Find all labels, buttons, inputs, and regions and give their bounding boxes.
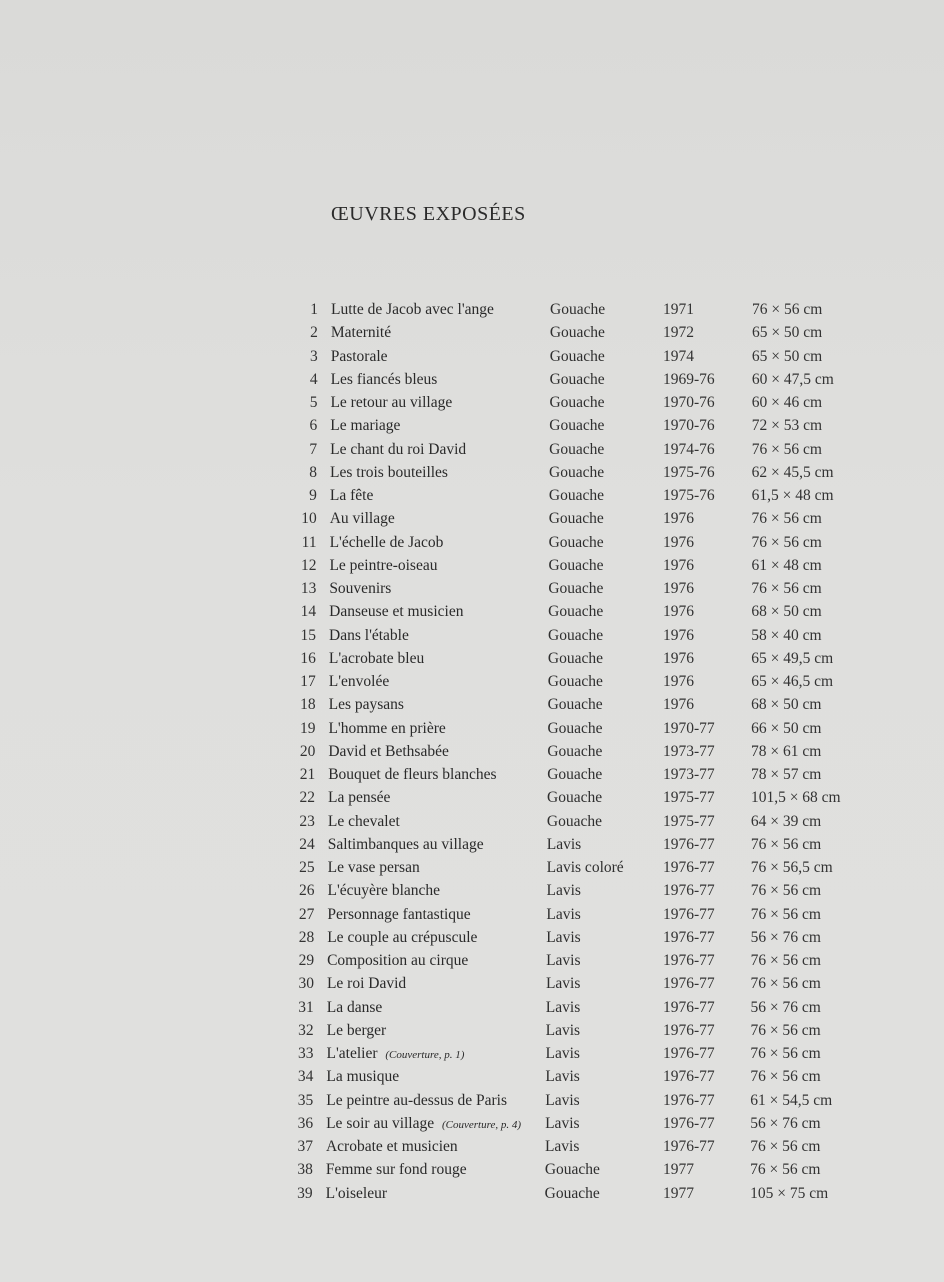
list-item: [0, 484, 944, 507]
work-medium: Lavis: [544, 1138, 580, 1155]
work-medium: Lavis: [546, 905, 581, 923]
work-dimensions: 78 × 57 cm: [751, 766, 822, 783]
work-year: 1971: [663, 301, 694, 318]
work-year: 1975-77: [663, 812, 715, 830]
work-title: L'oiseleur: [325, 1184, 387, 1202]
work-title: Les trois bouteilles: [330, 463, 448, 481]
work-dimensions: 68 × 50 cm: [751, 603, 822, 621]
work-title: La pensée: [328, 789, 391, 807]
list-item: [0, 740, 944, 763]
work-medium: Gouache: [549, 463, 605, 481]
work-medium: Gouache: [548, 533, 604, 551]
work-year: 1976-77: [663, 1091, 715, 1109]
work-title: L'acrobate bleu: [328, 649, 425, 667]
work-year: 1976-77: [663, 998, 715, 1016]
work-number: 14: [300, 603, 317, 621]
work-medium: Lavis: [545, 1068, 580, 1086]
work-year: 1975-76: [663, 487, 715, 504]
list-item: [0, 903, 944, 926]
list-item: [0, 879, 944, 902]
work-medium: Lavis: [545, 1114, 580, 1132]
work-title: L'homme en prière: [328, 719, 446, 737]
work-number: 23: [299, 812, 315, 830]
work-medium: Gouache: [550, 301, 606, 318]
work-medium: Gouache: [549, 394, 605, 411]
work-year: 1970-77: [663, 719, 715, 737]
work-title: Les fiancés bleus: [330, 370, 438, 388]
work-year: 1974: [663, 347, 694, 365]
work-year: 1976-77: [663, 1138, 715, 1155]
work-number: 36: [297, 1114, 314, 1132]
work-year: 1976: [663, 603, 694, 621]
list-item: [0, 600, 944, 623]
work-medium: Gouache: [548, 556, 604, 574]
list-item: [0, 647, 944, 670]
work-number: 17: [300, 673, 316, 690]
work-dimensions: 60 × 46 cm: [751, 394, 823, 411]
work-dimensions: 56 × 76 cm: [750, 998, 821, 1016]
work-dimensions: 76 × 56 cm: [750, 952, 821, 969]
work-year: 1976: [663, 556, 694, 574]
work-dimensions: 68 × 50 cm: [751, 696, 822, 714]
work-number: 32: [298, 1021, 314, 1039]
list-item: [0, 1065, 944, 1088]
list-item: [0, 298, 944, 321]
work-medium: Gouache: [549, 324, 605, 342]
work-title: Le roi David: [326, 975, 407, 993]
list-item: [0, 624, 944, 647]
work-year: 1976-77: [663, 905, 715, 923]
list-item: [0, 1112, 944, 1135]
work-year: 1976-77: [663, 975, 715, 993]
list-item: [0, 996, 944, 1019]
work-dimensions: 76 × 56 cm: [750, 835, 822, 853]
list-item: [0, 507, 944, 530]
work-dimensions: 65 × 50 cm: [751, 347, 823, 365]
work-number: 18: [300, 696, 316, 714]
work-title: Le chant du roi David: [330, 440, 467, 458]
work-year: 1976-77: [663, 835, 715, 853]
work-dimensions: 76 × 56,5 cm: [750, 859, 833, 876]
work-title: Au village: [329, 510, 395, 528]
work-number: 24: [299, 835, 315, 853]
work-dimensions: 58 × 40 cm: [751, 626, 822, 644]
work-title: Femme sur fond rouge: [325, 1161, 467, 1179]
work-title: Les paysans: [328, 696, 404, 714]
work-dimensions: 66 × 50 cm: [751, 719, 822, 737]
work-year: 1970-76: [663, 417, 715, 435]
work-medium: Gouache: [547, 742, 603, 760]
work-medium: Gouache: [544, 1161, 600, 1179]
work-medium: Gouache: [547, 696, 603, 714]
work-year: 1975-77: [663, 789, 715, 807]
work-year: 1976-77: [663, 1021, 715, 1039]
work-dimensions: 105 × 75 cm: [750, 1184, 829, 1202]
list-item: [0, 856, 944, 879]
work-title: La musique: [326, 1068, 400, 1086]
work-medium: Gouache: [548, 580, 604, 597]
work-title: Composition au cirque: [327, 952, 469, 969]
work-title: Danseuse et musicien: [329, 603, 464, 621]
work-year: 1976-77: [663, 882, 715, 900]
work-year: 1976: [663, 696, 694, 714]
work-year: 1969-76: [663, 370, 715, 388]
work-dimensions: 76 × 56 cm: [750, 882, 822, 900]
work-year: 1973-77: [663, 766, 715, 783]
work-number: 7: [309, 440, 318, 458]
list-item: [0, 949, 944, 972]
work-title: Le peintre au-dessus de Paris: [326, 1091, 508, 1109]
work-number: 10: [301, 510, 317, 528]
list-item: [0, 531, 944, 554]
work-dimensions: 76 × 56 cm: [750, 1068, 821, 1086]
work-year: 1976-77: [663, 1068, 715, 1086]
work-dimensions: 61 × 54,5 cm: [750, 1091, 833, 1109]
work-title: Acrobate et musicien: [325, 1138, 458, 1155]
work-title: Le peintre-oiseau: [329, 556, 438, 574]
work-dimensions: 76 × 56 cm: [750, 1138, 821, 1155]
work-number: 8: [309, 463, 318, 481]
work-dimensions: 78 × 61 cm: [751, 742, 822, 760]
list-item: [0, 972, 944, 995]
work-dimensions: 65 × 46,5 cm: [751, 673, 834, 690]
work-year: 1976: [663, 649, 694, 667]
work-dimensions: 101,5 × 68 cm: [750, 789, 841, 807]
work-number: 34: [297, 1068, 314, 1086]
list-item: [0, 1019, 944, 1042]
work-dimensions: 65 × 49,5 cm: [751, 649, 834, 667]
work-note: (Couverture, p. 4): [442, 1118, 522, 1131]
work-medium: Lavis: [545, 1091, 580, 1109]
work-number: 1: [310, 301, 318, 318]
work-medium: Lavis: [546, 835, 582, 853]
work-title: Le chevalet: [327, 812, 400, 830]
work-number: 37: [297, 1138, 313, 1155]
work-year: 1976: [663, 626, 694, 644]
list-item: [0, 810, 944, 833]
list-item: [0, 1182, 944, 1205]
work-dimensions: 76 × 56 cm: [750, 1161, 821, 1179]
work-number: 5: [309, 394, 318, 411]
work-year: 1976-77: [663, 928, 715, 946]
list-item: [0, 368, 944, 391]
work-number: 26: [299, 882, 315, 900]
work-number: 15: [300, 626, 317, 644]
work-dimensions: 72 × 53 cm: [751, 417, 823, 435]
work-number: 21: [299, 766, 316, 783]
work-dimensions: 76 × 56 cm: [752, 301, 823, 318]
work-title: La danse: [326, 998, 383, 1016]
list-item: [0, 414, 944, 437]
work-year: 1976-77: [663, 952, 715, 969]
work-medium: Gouache: [547, 649, 603, 667]
work-year: 1973-77: [663, 742, 715, 760]
list-item: [0, 763, 944, 786]
work-number: 9: [309, 487, 317, 504]
work-title: Lutte de Jacob avec l'ange: [331, 301, 494, 318]
work-medium: Lavis: [545, 975, 581, 993]
list-item: [0, 391, 944, 414]
work-medium: Gouache: [548, 626, 604, 644]
work-dimensions: 76 × 56 cm: [750, 1045, 821, 1062]
work-number: 30: [298, 975, 314, 993]
work-number: 22: [299, 789, 316, 807]
work-dimensions: 60 × 47,5 cm: [751, 370, 834, 388]
work-number: 35: [297, 1091, 314, 1109]
work-medium: Gouache: [548, 510, 604, 528]
work-number: 4: [309, 370, 318, 388]
work-dimensions: 76 × 56 cm: [751, 510, 822, 528]
list-item: [0, 693, 944, 716]
work-dimensions: 76 × 56 cm: [750, 1021, 821, 1039]
list-item: [0, 438, 944, 461]
work-number: 25: [299, 859, 315, 876]
page-title: ŒUVRES EXPOSÉES: [331, 203, 526, 225]
list-item: [0, 577, 944, 600]
list-item: [0, 461, 944, 484]
work-number: 19: [299, 719, 316, 737]
list-item: [0, 321, 944, 344]
list-item: [0, 1089, 944, 1112]
list-item: [0, 1135, 944, 1158]
work-number: 39: [297, 1184, 313, 1202]
work-medium: Gouache: [548, 487, 604, 504]
work-number: 12: [300, 556, 317, 574]
work-medium: Gouache: [546, 812, 602, 830]
work-title: Le berger: [326, 1021, 387, 1039]
work-medium: Gouache: [549, 440, 605, 458]
work-year: 1972: [663, 324, 694, 342]
list-item: [0, 1158, 944, 1181]
work-title: L'atelier (Couverture, p. 1): [326, 1045, 465, 1062]
work-year: 1975-76: [663, 463, 715, 481]
work-title: Personnage fantastique: [327, 905, 471, 923]
work-year: 1976: [663, 673, 694, 690]
list-item: [0, 833, 944, 856]
work-title: L'écuyère blanche: [327, 882, 441, 900]
list-item: [0, 345, 944, 368]
work-title: Pastorale: [330, 347, 388, 365]
work-number: 3: [309, 347, 318, 365]
work-title: L'échelle de Jacob: [329, 533, 444, 551]
work-medium: Gouache: [547, 789, 603, 807]
work-dimensions: 76 × 56 cm: [750, 975, 821, 993]
work-number: 11: [301, 533, 317, 551]
list-item: [0, 926, 944, 949]
work-number: 28: [298, 928, 315, 946]
work-dimensions: 76 × 56 cm: [751, 440, 822, 458]
work-number: 16: [300, 649, 316, 667]
list-item: [0, 554, 944, 577]
work-dimensions: 61,5 × 48 cm: [751, 487, 834, 504]
work-dimensions: 56 × 76 cm: [750, 1114, 821, 1132]
work-number: 13: [300, 580, 317, 597]
work-dimensions: 64 × 39 cm: [750, 812, 822, 830]
work-title: Le soir au village (Couverture, p. 4): [326, 1114, 522, 1132]
work-medium: Gouache: [549, 417, 605, 435]
work-title: Le retour au village: [330, 394, 453, 411]
work-title: Le mariage: [330, 417, 401, 435]
work-number: 6: [309, 417, 318, 435]
work-dimensions: 61 × 48 cm: [751, 556, 822, 574]
list-item: [0, 786, 944, 809]
work-medium: Lavis: [545, 1045, 580, 1062]
work-year: 1976-77: [663, 859, 715, 876]
work-medium: Gouache: [547, 766, 603, 783]
list-item: [0, 1042, 944, 1065]
work-dimensions: 76 × 56 cm: [751, 580, 822, 597]
work-dimensions: 76 × 56 cm: [751, 533, 822, 551]
work-medium: Lavis: [546, 928, 581, 946]
work-year: 1974-76: [663, 440, 715, 458]
work-title: Souvenirs: [329, 580, 392, 597]
work-number: 20: [299, 742, 316, 760]
work-dimensions: 65 × 50 cm: [751, 324, 823, 342]
work-medium: Gouache: [549, 370, 605, 388]
work-year: 1977: [663, 1184, 694, 1202]
work-medium: Lavis: [545, 998, 581, 1016]
work-year: 1976-77: [663, 1045, 715, 1062]
work-title: Dans l'étable: [329, 626, 409, 644]
list-item: [0, 717, 944, 740]
work-title: La fête: [329, 487, 374, 504]
work-note: (Couverture, p. 1): [385, 1049, 465, 1061]
work-year: 1977: [663, 1161, 694, 1179]
work-title: Maternité: [330, 324, 392, 342]
work-number: 27: [298, 905, 315, 923]
work-title: L'envolée: [328, 673, 390, 690]
work-medium: Gouache: [549, 347, 605, 365]
list-item: [0, 670, 944, 693]
work-number: 31: [298, 998, 314, 1016]
work-year: 1970-76: [663, 394, 715, 411]
work-title: David et Bethsabée: [328, 742, 449, 760]
work-year: 1976: [663, 533, 694, 551]
work-number: 29: [298, 952, 315, 969]
work-year: 1976-77: [663, 1114, 715, 1132]
work-medium: Lavis: [545, 1021, 581, 1039]
work-number: 38: [297, 1161, 313, 1179]
work-year: 1976: [663, 580, 694, 597]
work-medium: Gouache: [544, 1184, 600, 1202]
work-medium: Lavis: [546, 882, 581, 900]
work-number: 33: [298, 1045, 314, 1062]
work-dimensions: 76 × 56 cm: [750, 905, 821, 923]
work-medium: Gouache: [547, 673, 603, 690]
work-dimensions: 56 × 76 cm: [750, 928, 821, 946]
work-title: Le couple au crépuscule: [327, 928, 478, 946]
work-number: 2: [310, 324, 318, 342]
work-title: Saltimbanques au village: [327, 835, 484, 853]
work-medium: Gouache: [547, 719, 603, 737]
work-title: Le vase persan: [327, 859, 420, 876]
work-medium: Lavis: [546, 952, 581, 969]
work-title: Bouquet de fleurs blanches: [328, 766, 497, 783]
work-year: 1976: [663, 510, 694, 528]
work-medium: Lavis coloré: [546, 859, 624, 876]
work-dimensions: 62 × 45,5 cm: [751, 463, 834, 481]
work-medium: Gouache: [548, 603, 604, 621]
